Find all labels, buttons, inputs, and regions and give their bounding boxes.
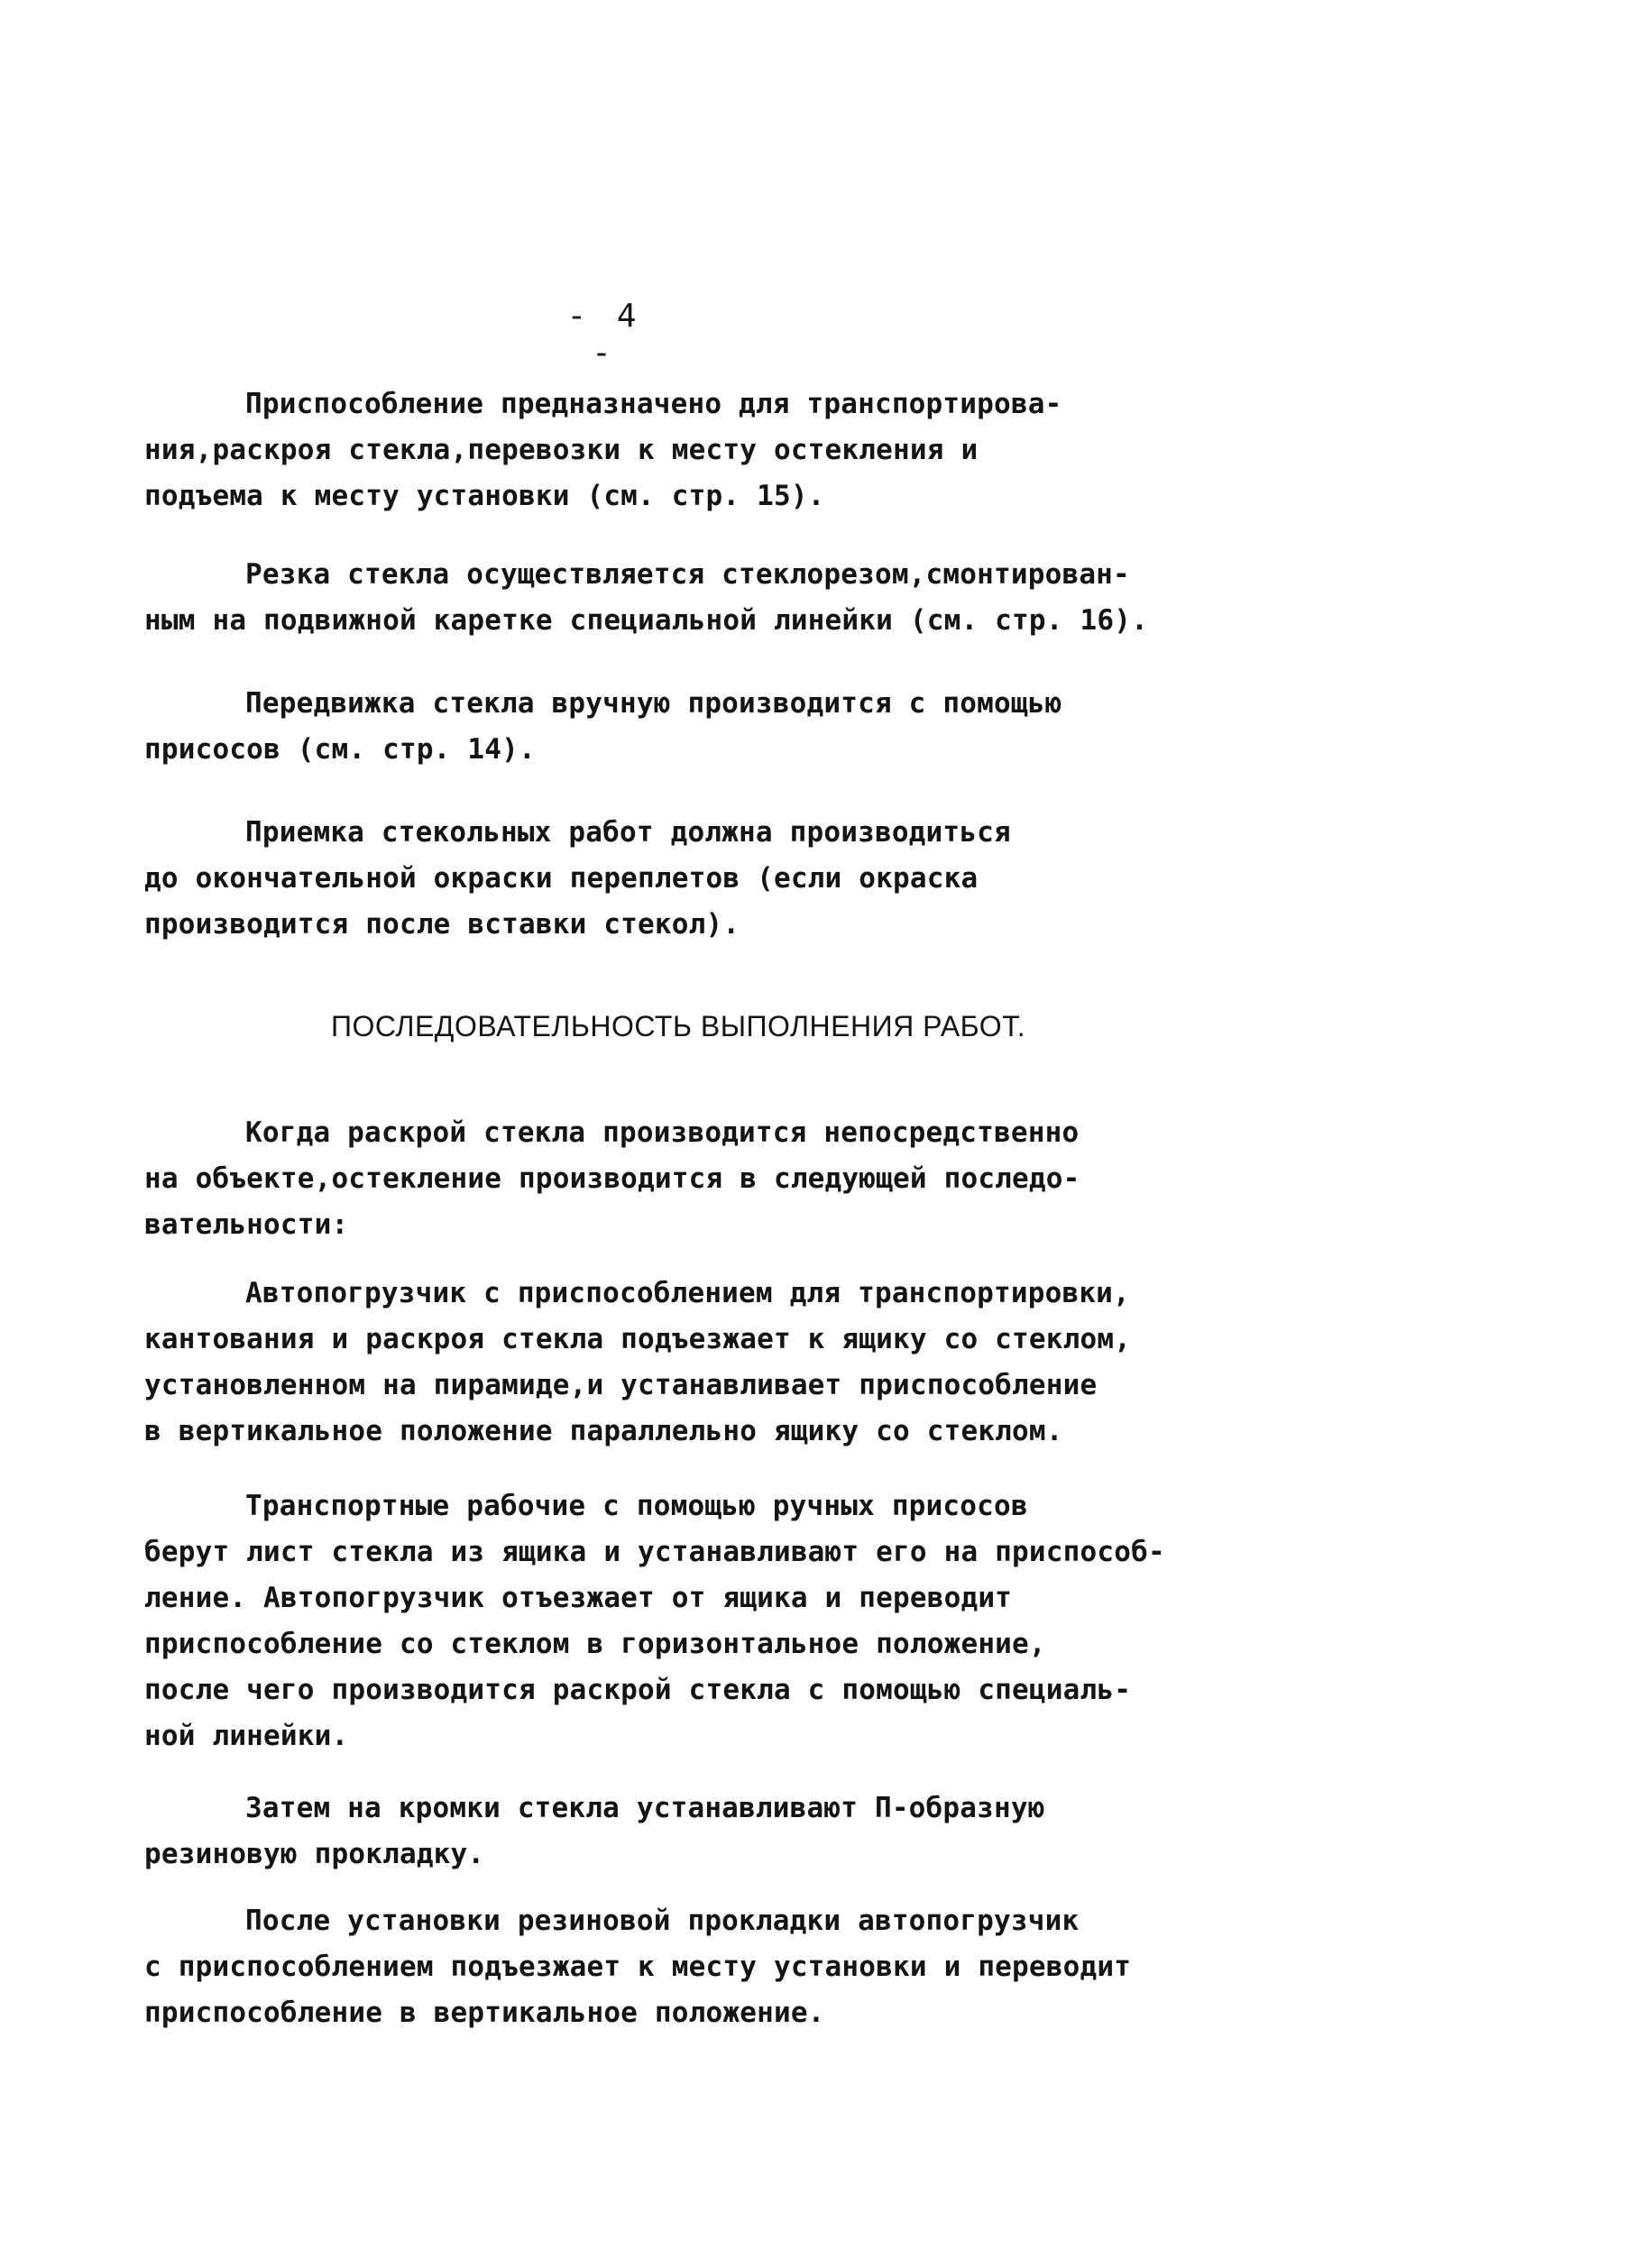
paragraph-line: после чего производится раскрой стекла с помощью специаль- — [144, 1674, 1132, 1706]
paragraph-9 — [144, 1898, 1227, 2036]
paragraph-4 — [144, 810, 1227, 948]
paragraph-line: Когда раскрой стекла производится непосредственно — [245, 1116, 1080, 1149]
paragraph-line: резиновую прокладку. — [144, 1838, 485, 1870]
paragraph-3 — [144, 681, 1227, 773]
paragraph-line: ной линейки. — [144, 1720, 349, 1752]
paragraph-line: Затем на кромки стекла устанавливают П-образную — [245, 1792, 1045, 1824]
paragraph-7 — [144, 1483, 1227, 1759]
paragraph-line: подъема к месту установки (см. стр. 15). — [144, 480, 825, 512]
paragraph-line: приспособление со стеклом в горизонтальное положение, — [144, 1628, 1046, 1660]
paragraph-line: на объекте,остекление производится в следующей последо- — [144, 1162, 1080, 1195]
paragraph-5 — [144, 1110, 1227, 1248]
paragraph-line: производится после вставки стекол). — [144, 908, 740, 941]
paragraph-line: После установки резиновой прокладки автопогрузчик — [245, 1905, 1080, 1937]
paragraph-1 — [144, 381, 1227, 519]
paragraph-line: кантования и раскроя стекла подъезжает к ящику со стеклом, — [144, 1323, 1132, 1355]
paragraph-line: до окончательной окраски переплетов (если окраска — [144, 862, 979, 895]
paragraph-line: берут лист стекла из ящика и устанавливают его на приспособ- — [144, 1536, 1165, 1568]
paragraph-line: ным на подвижной каретке специальной линейки (см. стр. 16). — [144, 604, 1148, 637]
section-heading: ПОСЛЕДОВАТЕЛЬНОСТЬ ВЫПОЛНЕНИЯ РАБОТ. — [331, 1010, 1026, 1042]
page-number: - 4 - — [566, 298, 642, 372]
paragraph-line: Резка стекла осуществляется стеклорезом,смонтирован- — [245, 558, 1130, 591]
paragraph-line: с приспособлением подъезжает к месту установки и переводит — [144, 1951, 1132, 1983]
paragraph-line: в вертикальное положение параллельно ящику со стеклом. — [144, 1415, 1063, 1447]
paragraph-2 — [144, 552, 1227, 644]
paragraph-line: приспособление в вертикальное положение. — [144, 1997, 825, 2029]
paragraph-6 — [144, 1271, 1227, 1455]
paragraph-8 — [144, 1786, 1227, 1878]
paragraph-line: Автопогрузчик с приспособлением для транспортировки, — [245, 1277, 1130, 1309]
paragraph-line: Передвижка стекла вручную производится с помощью — [245, 687, 1062, 720]
paragraph-line: ление. Автопогрузчик отъезжает от ящика и переводит — [144, 1582, 1013, 1614]
paragraph-line: присосов (см. стр. 14). — [144, 733, 536, 766]
paragraph-line: Транспортные рабочие с помощью ручных присосов — [245, 1490, 1028, 1522]
paragraph-line: ния,раскроя стекла,перевозки к месту остекления и — [144, 434, 979, 466]
paragraph-line: Приспособление предназначено для транспортирова- — [245, 388, 1062, 420]
paragraph-line: Приемка стекольных работ должна производиться — [245, 816, 1011, 849]
paragraph-line: вательности: — [144, 1208, 349, 1241]
paragraph-line: установленном на пирамиде,и устанавливает приспособление — [144, 1369, 1098, 1401]
